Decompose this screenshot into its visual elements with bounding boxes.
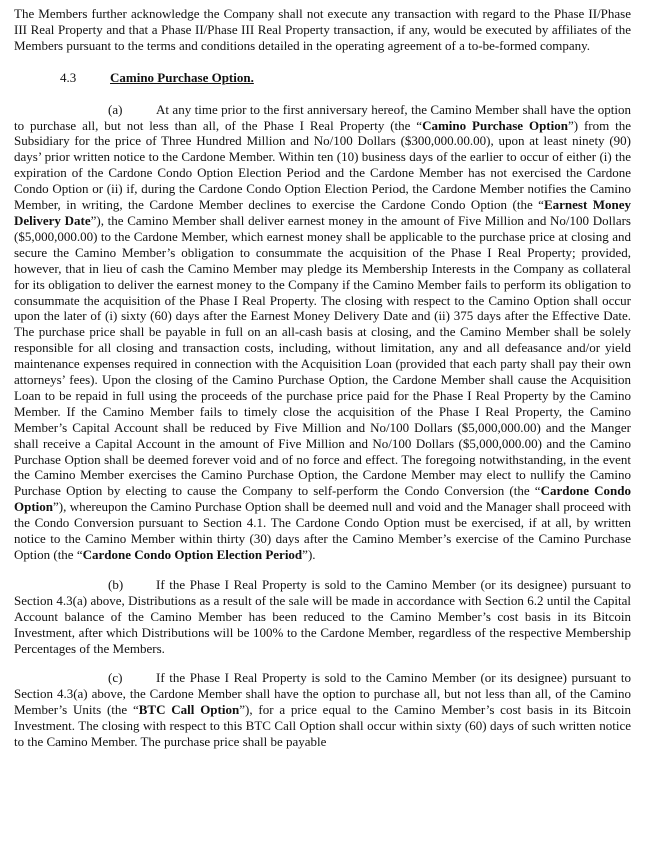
defined-term-camino-purchase-option: Camino Purchase Option xyxy=(422,117,568,133)
paragraph-a-label: (a) xyxy=(108,101,123,117)
paragraph-b-text: If the Phase I Real Property is sold to the Camino Member (or its designee) pursuant to Section 4.3(a) above, Distributions as a result of the sale will be made in accordance with Section 6.2 until the Capital Account balance of the Camino Member has been reduced to the Camino Member’s cost basis in its Bitcoin Investment, after which Distributions will be 100% to the Cardone Member, regardless of the respective Membership Percentages of the Members. xyxy=(14,576,631,656)
paragraph-a xyxy=(14,102,631,563)
defined-term-cardone-condo-option-election-period: Cardone Condo Option Election Period xyxy=(82,547,303,562)
defined-term-btc-call-option: BTC Call Option xyxy=(138,702,240,718)
defined-term-cardone-condo-option: Cardone Condo Option xyxy=(14,483,631,515)
paragraph-c-label: (c) xyxy=(108,670,123,686)
paragraph-c xyxy=(14,670,631,750)
paragraph-a-text-4: ”), whereupon the Camino Purchase Option shall be deemed null and void and the Manager shall proceed with the Condo Conversion pursuant to Section 4.1. The Cardone Condo Option must be exercised, if at all, by written notice to the Camino Member within thirty (30) days after the Camino Member’s exercise of the Camino Purchase Option (the “ xyxy=(14,499,631,562)
paragraph-a-text-1: At any time prior to the first anniversary hereof, the Camino Member shall have the option to purchase all, but not less than all, of the Phase I Real Property (the “ xyxy=(14,101,631,133)
paragraph-b-label: (b) xyxy=(108,576,124,592)
paragraph-b xyxy=(14,577,631,657)
paragraph-c-text-2: ”), for a price equal to the Camino Member’s cost basis in its Bitcoin Investment. The closing with respect to this BTC Call Option shall occur within sixty (60) days of such written notice to the Camino Member. The purchase price shall be payable xyxy=(14,702,631,750)
section-number: 4.3 xyxy=(60,69,77,85)
intro-paragraph: The Members further acknowledge the Company shall not execute any transaction with regard to the Phase II/Phase III Real Property and that a Phase II/Phase III Real Property transaction, if any, would be executed by affiliates of the Members pursuant to the terms and conditions detailed in the operating agreement of a to-be-formed company. xyxy=(14,6,631,53)
paragraph-a-text-2: ”) from the Subsidiary for the price of Three Hundred Million and No/100 Dollars ($300,000.00.00), upon at least ninety (90) days’ prior written notice to the Cardone Member. Within ten (10) business days of the earlier to occur of either (i) the expiration of the Cardone Condo Option Election Period and the Cardone Member has not exercised the Cardone Condo Option or (ii) if, during the Cardone Condo Option Election Period, the Cardone Member notifies the Camino Member, in writing, the Cardone Member declines to exercise the Cardone Condo Option (the “ xyxy=(14,117,631,213)
paragraph-c-text-1: If the Phase I Real Property is sold to the Camino Member (or its designee) pursuant to Section 4.3(a) above, the Cardone Member shall have the option to purchase all, but not less than all, of the Camino Member’s Units (the “ xyxy=(14,670,631,718)
section-title: Camino Purchase Option. xyxy=(110,69,254,85)
section-heading xyxy=(14,70,631,86)
paragraph-a-text-3: ”), the Camino Member shall deliver earnest money in the amount of Five Million and No/100 Dollars ($5,000,000.00) to the Cardone Member, which earnest money shall be applicable to the purchase price at closing and secure the Camino Member’s obligation to consummate the acquisition of the Phase I Real Property; provided, however, that in lieu of cash the Camino Member may pledge its Membership Interests in the Company as collateral for its obligation to deliver the earnest money to the Company if the Camino Member fails to perform its obligation to consummate the acquisition of the Phase I Real Property. The closing with respect to the Camino Option shall occur upon the later of (i) sixty (60) days after the Earnest Money Delivery Date and (ii) 375 days after the Effective Date. The purchase price shall be payable in full on an all-cash basis at closing, and the Camino Member shall be solely responsible for all closing and transaction costs, including, without limitation, any and all defeasance and/or yield maintenance expenses required in connection with the Acquisition Loan (provided that each party shall pay their own attorneys’ fees). Upon the closing of the Camino Purchase Option, the Cardone Member shall cause the Acquisition Loan to be repaid in full using the proceeds of the purchase price paid for the Phase I Real Property by the Camino Member. If the Camino Member fails to timely close the acquisition of the Phase I Real Property, the Camino Member’s Capital Account shall be reduced by Five Million and No/100 Dollars ($5,000,000.00) and the Manger shall receive a Capital Account in the amount of Five Million and No/100 Dollars ($5,000,000.00) and the Camino Purchase Option shall be deemed forever void and of no force and effect. The foregoing notwithstanding, in the event the Camino Member exercises the Camino Purchase Option, the Cardone Member may elect to nullify the Camino Purchase Option by electing to cause the Company to self-perform the Condo Conversion (the “ xyxy=(14,212,631,499)
defined-term-earnest-money-delivery-date: Earnest Money Delivery Date xyxy=(14,197,631,228)
paragraph-a-text-5: ”). xyxy=(302,547,316,562)
